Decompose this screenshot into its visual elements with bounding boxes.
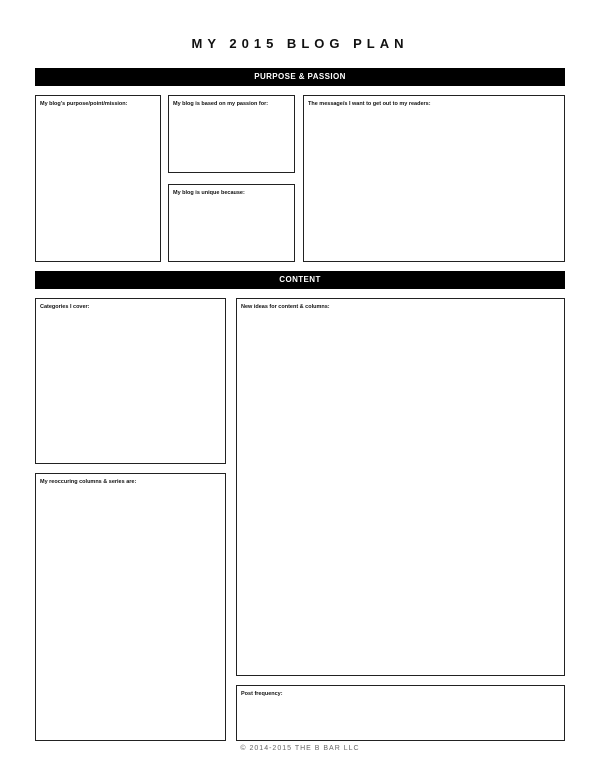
categories-label: Categories I cover: [40,304,90,310]
categories-field[interactable] [35,298,226,464]
passion-field[interactable] [168,95,295,173]
copyright-footer: © 2014-2015 THE B BAR LLC [240,745,360,752]
post-frequency-label: Post frequency: [241,691,283,697]
unique-label: My blog is unique because: [173,190,245,196]
ideas-field[interactable] [236,298,565,676]
message-label: The message/s I want to get out to my readers: [308,101,431,107]
purpose-passion-header: PURPOSE & PASSION [35,68,565,86]
recurring-columns-label: My reoccuring columns & series are: [40,479,137,485]
ideas-label: New ideas for content & columns: [241,304,330,310]
unique-field[interactable] [168,184,295,262]
content-header: CONTENT [35,271,565,289]
post-frequency-field[interactable] [236,685,565,741]
recurring-columns-field[interactable] [35,473,226,741]
mission-label: My blog's purpose/point/mission: [40,101,128,107]
page-title: MY 2015 BLOG PLAN [191,36,409,51]
mission-field[interactable] [35,95,161,262]
message-field[interactable] [303,95,565,262]
passion-label: My blog is based on my passion for: [173,101,269,107]
